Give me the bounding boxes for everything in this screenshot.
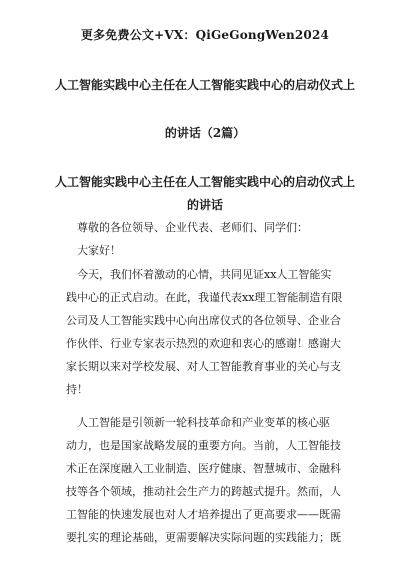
- body-line: 术正在深度融入工业制造、医疗健康、智慧城市、金融科: [66, 462, 341, 475]
- body-line: 人工智能是引领新一轮科技革命和产业变革的核心驱: [66, 416, 330, 429]
- section-title-line-1: 人工智能实践中心主任在人工智能实践中心的启动仪式上: [54, 175, 355, 189]
- body-line: 持！: [66, 383, 88, 396]
- body-line: 工智能的快速发展也对人才培养提出了更高要求——既需: [66, 508, 341, 521]
- document-title-line-1: 人工智能实践中心主任在人工智能实践中心的启动仪式上: [54, 78, 355, 92]
- document-title-line-2: 的讲话（2篇）: [164, 126, 246, 140]
- section-title-line-2: 的讲话: [186, 198, 223, 212]
- body-line: 动力，也是国家战略发展的重要方向。当前，人工智能技: [66, 439, 341, 452]
- body-line: 技等各个领域，推动社会生产力的跨越式提升。然而，人: [66, 485, 341, 498]
- body-line-salutation: 尊敬的各位领导、企业代表、老师们、同学们：: [66, 221, 308, 234]
- body-line: 作伙伴、行业专家表示热烈的欢迎和衷心的感谢！感谢大: [66, 337, 341, 350]
- body-line: 公司及人工智能实践中心向出席仪式的各位领导、企业合: [66, 314, 341, 327]
- body-line: 要扎实的理论基础，更需要解决实际问题的实践能力；既: [66, 531, 341, 544]
- body-line: 家长期以来对学校发展、对人工智能教育事业的关心与支: [66, 360, 341, 373]
- body-line: 践中心的正式启动。在此，我谨代表xx理工智能制造有限: [66, 291, 343, 304]
- body-line: 今天，我们怀着激动的心情，共同见证xx人工智能实: [66, 268, 332, 281]
- body-line-greeting: 大家好！: [66, 244, 121, 257]
- promo-header: 更多免费公文+VX：QiGeGongWen2024: [80, 28, 330, 42]
